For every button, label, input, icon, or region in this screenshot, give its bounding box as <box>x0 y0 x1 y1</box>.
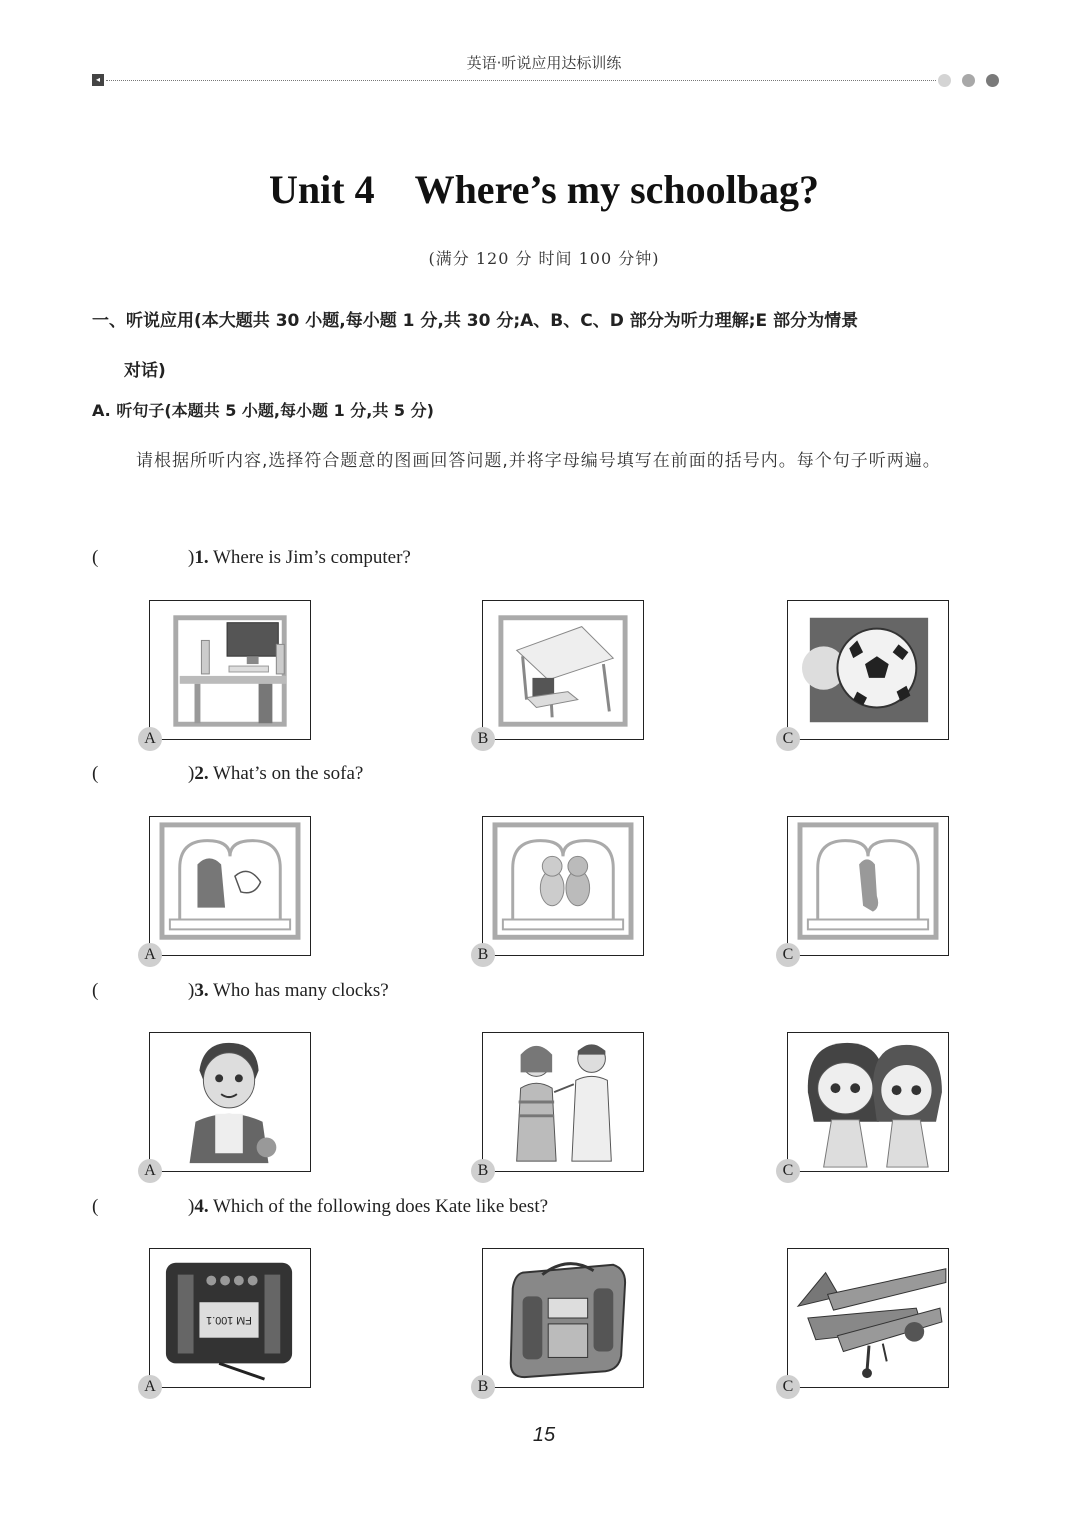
question-text: What’s on the sofa? <box>213 763 364 784</box>
option-letter: B <box>471 727 495 751</box>
q4-option-c[interactable] <box>782 1248 949 1395</box>
option-letter: B <box>471 943 495 967</box>
option-letter: B <box>471 1159 495 1183</box>
section-heading-line2: 对话) <box>124 361 166 381</box>
answer-blank-open[interactable]: ( <box>92 763 99 784</box>
option-letter: C <box>776 1159 800 1183</box>
question-text: Which of the following does Kate like best? <box>213 1196 549 1217</box>
cats-on-sofa-icon <box>483 817 643 955</box>
back-arrow-icon: ◂ <box>92 74 104 86</box>
option-letter: A <box>138 727 162 751</box>
table-chair-icon <box>483 601 643 739</box>
answer-blank-open[interactable]: ( <box>92 1196 99 1217</box>
couple-icon <box>483 1033 643 1171</box>
part-a-instructions: 请根据所听内容,选择符合题意的图画回答问题,并将字母编号填写在前面的括号内。每个句子听两遍。 <box>136 451 941 471</box>
header-title: 英语·听说应用达标训练 <box>466 54 622 72</box>
question-text: Who has many clocks? <box>213 980 389 1001</box>
section-heading-line1: 一、听说应用(本大题共 30 小题,每小题 1 分,共 30 分;A、B、C、D 部分为听力理解;E 部分为情景 <box>92 311 859 331</box>
question-number: 4. <box>194 1196 209 1217</box>
soccer-ball-icon <box>788 601 948 739</box>
q1-option-b[interactable] <box>477 600 644 747</box>
radio-display-text: FM 100.1 <box>206 1314 252 1327</box>
q1-option-a[interactable] <box>144 600 311 747</box>
answer-blank-open[interactable]: ( <box>92 547 99 568</box>
boy-icon <box>150 1033 310 1171</box>
option-letter: B <box>471 1375 495 1399</box>
question-3 <box>92 980 389 1002</box>
full-marks: (满分 120 分 时间 100 分钟) <box>428 249 660 268</box>
answer-blank-close: ) <box>188 980 195 1001</box>
question-4 <box>92 1196 548 1218</box>
dot-icon <box>986 74 999 87</box>
object-on-sofa-icon <box>788 817 948 955</box>
section-heading <box>92 296 1012 396</box>
q2-option-a[interactable] <box>144 816 311 963</box>
twin-girls-icon <box>788 1033 948 1171</box>
option-letter: A <box>138 1159 162 1183</box>
unit-title: Unit 4 Where’s my schoolbag? <box>269 167 819 212</box>
option-letter: C <box>776 727 800 751</box>
option-letter: A <box>138 1375 162 1399</box>
question-text: Where is Jim’s computer? <box>213 547 411 568</box>
part-a-heading: A. 听句子(本题共 5 小题,每小题 1 分,共 5 分) <box>92 401 434 420</box>
q1-option-c[interactable] <box>782 600 949 747</box>
answer-blank-close: ) <box>188 1196 195 1217</box>
question-number: 1. <box>194 547 209 568</box>
question-2 <box>92 763 363 785</box>
option-letter: A <box>138 943 162 967</box>
answer-blank-close: ) <box>188 763 195 784</box>
q2-option-c[interactable] <box>782 816 949 963</box>
question-number: 2. <box>194 763 209 784</box>
q3-option-a[interactable] <box>144 1032 311 1179</box>
page-number: 15 <box>532 1424 556 1446</box>
computer-desk-icon <box>150 601 310 739</box>
question-number: 3. <box>194 980 209 1001</box>
question-1 <box>92 547 411 569</box>
option-letter: C <box>776 1375 800 1399</box>
radio-icon <box>150 1249 310 1387</box>
answer-blank-close: ) <box>188 547 195 568</box>
option-letter: C <box>776 943 800 967</box>
q4-option-a[interactable] <box>144 1248 311 1395</box>
dot-icon <box>962 74 975 87</box>
q2-option-b[interactable] <box>477 816 644 963</box>
boombox-icon <box>483 1249 643 1387</box>
header-dotted-rule <box>106 80 936 81</box>
answer-blank-open[interactable]: ( <box>92 980 99 1001</box>
q3-option-b[interactable] <box>477 1032 644 1179</box>
dot-icon <box>938 74 951 87</box>
q4-option-b[interactable] <box>477 1248 644 1395</box>
airplane-icon <box>788 1249 948 1387</box>
q3-option-c[interactable] <box>782 1032 949 1179</box>
hat-on-sofa-icon <box>150 817 310 955</box>
